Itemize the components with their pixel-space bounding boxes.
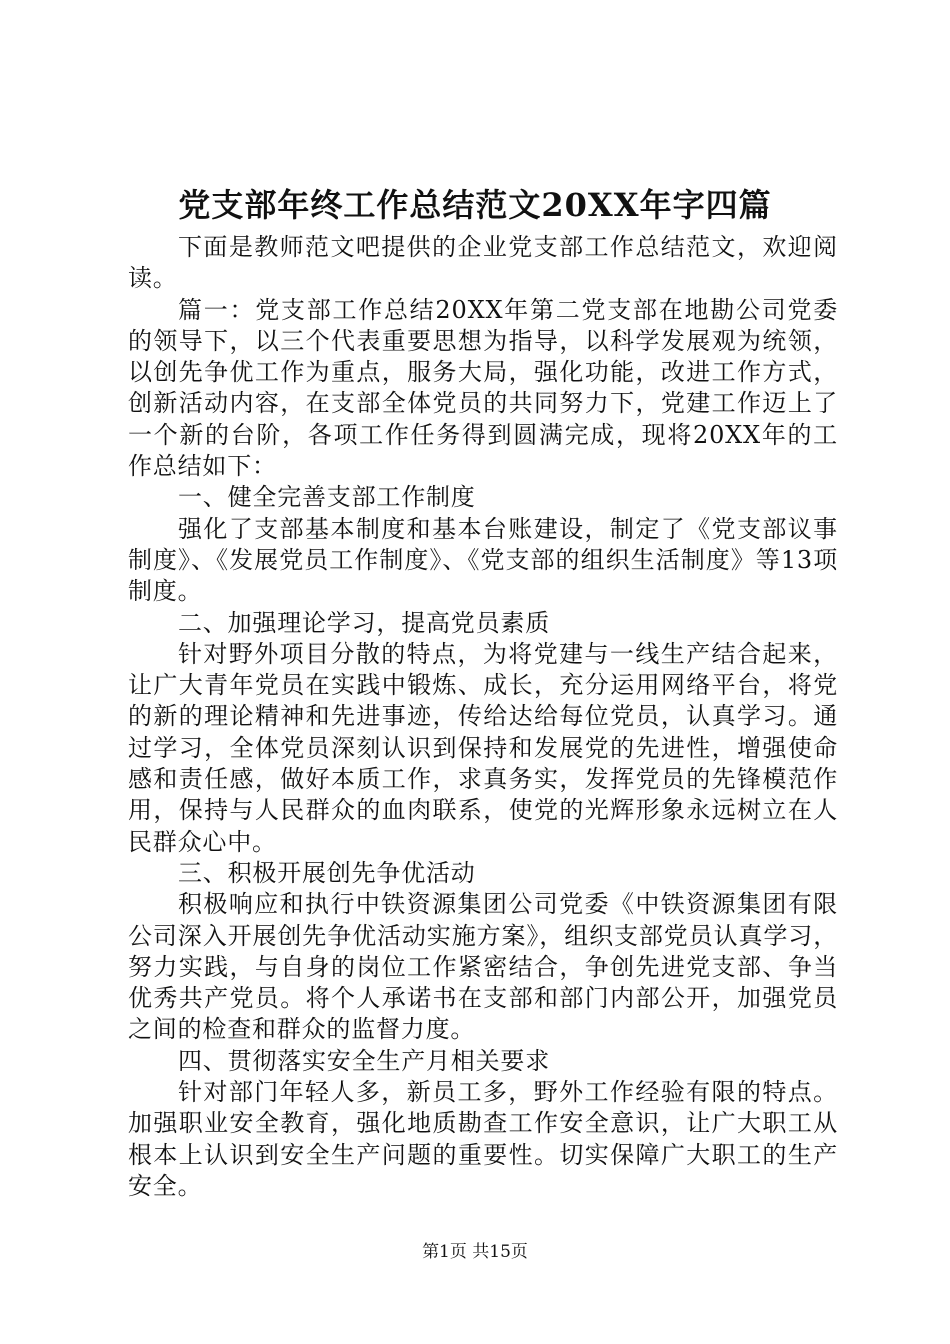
section-heading-1: 一、健全完善支部工作制度 [178, 483, 476, 512]
paragraph-section-3: 积极响应和执行中铁资源集团公司党委《中铁资源集团有限公司深入开展创先争优活动实施方案》，组织支部党员认真学习，努力实践，与自身的岗位工作紧密结合，争创先进党支部、争当优秀共产党员。将个人承诺书在支部和部门内部公开，加强党员之间的检查和群众的监督力度。 [128, 890, 838, 1044]
paragraph-section-2: 针对野外项目分散的特点，为将党建与一线生产结合起来，让广大青年党员在实践中锻炼、成长，充分运用网络平台，将党的新的理论精神和先进事迹，传给达给每位党员，认真学习。通过学习，全体党员深刻认识到保持和发展党的先进性，增强使命感和责任感，做好本质工作，求真务实，发挥党员的先锋模范作用，保持与人民群众的血肉联系，使党的光辉形象永远树立在人民群众心中。 [128, 639, 838, 856]
paragraph-section-4: 针对部门年轻人多，新员工多，野外工作经验有限的特点。加强职业安全教育，强化地质勘查工作安全意识，让广大职工从根本上认识到安全生产问题的重要性。切实保障广大职工的生产安全。 [128, 1078, 838, 1200]
paragraph-section-1: 强化了支部基本制度和基本台账建设，制定了《党支部议事制度》、《发展党员工作制度》、《党支部的组织生活制度》等13项制度。 [128, 514, 838, 606]
section-heading-3: 三、积极开展创先争优活动 [178, 858, 476, 887]
paragraph-part-one: 篇一：党支部工作总结20XX年第二党支部在地勘公司党委的领导下，以三个代表重要思想为指导，以科学发展观为统领，以创先争优工作为重点，服务大局，强化功能，改进工作方式，创新活动内容，在支部全体党员的共同努力下，党建工作迈上了一个新的台阶，各项工作任务得到圆满完成，现将20XX年的工作总结如下： [128, 295, 838, 481]
section-heading-4: 四、贯彻落实安全生产月相关要求 [178, 1046, 550, 1075]
section-heading-2: 二、加强理论学习，提高党员素质 [178, 608, 550, 637]
document-title: 党支部年终工作总结范文20XX年字四篇 [178, 186, 772, 224]
paragraph-intro: 下面是教师范文吧提供的企业党支部工作总结范文，欢迎阅读。 [128, 233, 838, 293]
page-number-footer: 第1页 共15页 [422, 1242, 528, 1262]
document-body [128, 232, 838, 1202]
